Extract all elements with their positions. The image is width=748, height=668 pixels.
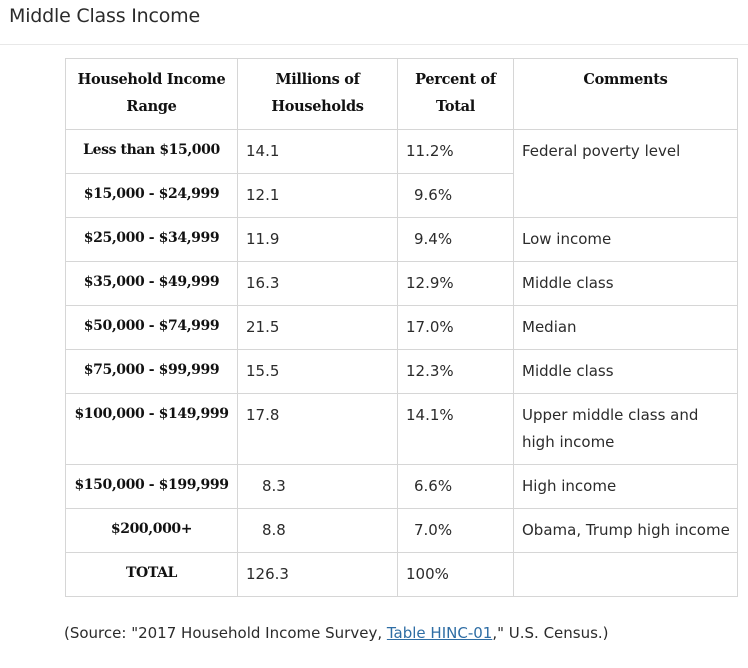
total-millions-cell: 126.3	[238, 553, 398, 597]
comment-cell: Middle class	[514, 262, 738, 306]
millions-cell: 8.8	[238, 509, 398, 553]
percent-cell: 9.4%	[398, 218, 514, 262]
income-range-cell: $25,000 - $34,999	[66, 218, 238, 262]
millions-cell: 11.9	[238, 218, 398, 262]
income-range-cell: $50,000 - $74,999	[66, 306, 238, 350]
header-income-range-line2: Range	[126, 98, 177, 115]
millions-cell: 14.1	[238, 130, 398, 174]
table-row	[66, 306, 738, 350]
income-range-cell: $75,000 - $99,999	[66, 350, 238, 394]
total-percent-cell: 100%	[398, 553, 514, 597]
income-table	[65, 58, 738, 597]
header-income-range	[66, 59, 238, 130]
total-label-cell: TOTAL	[66, 553, 238, 597]
millions-cell: 12.1	[238, 174, 398, 218]
percent-cell: 7.0%	[398, 509, 514, 553]
millions-cell: 16.3	[238, 262, 398, 306]
percent-cell: 9.6%	[398, 174, 514, 218]
income-range-cell: $150,000 - $199,999	[66, 465, 238, 509]
millions-cell: 15.5	[238, 350, 398, 394]
percent-cell: 17.0%	[398, 306, 514, 350]
comment-cell: Low income	[514, 218, 738, 262]
comment-cell: Middle class	[514, 350, 738, 394]
comment-cell: Median	[514, 306, 738, 350]
table-row	[66, 509, 738, 553]
page-title: Middle Class Income	[9, 5, 200, 27]
table-row	[66, 218, 738, 262]
comment-cell: Federal poverty level	[514, 130, 738, 218]
percent-cell: 14.1%	[398, 394, 514, 465]
header-comments	[514, 59, 738, 130]
income-range-cell: $100,000 - $149,999	[66, 394, 238, 465]
percent-cell: 6.6%	[398, 465, 514, 509]
source-prefix: (Source: "2017 Household Income Survey,	[64, 624, 387, 642]
millions-cell: 8.3	[238, 465, 398, 509]
title-divider	[0, 44, 748, 45]
comment-cell: Obama, Trump high income	[514, 509, 738, 553]
header-income-range-line1: Household Income	[77, 71, 226, 88]
total-comment-cell	[514, 553, 738, 597]
header-millions-line1: Millions of	[275, 71, 360, 88]
header-millions-line2: Households	[271, 98, 364, 115]
header-percent-line2: Total	[436, 98, 475, 115]
income-range-cell: Less than $15,000	[66, 130, 238, 174]
source-note	[64, 624, 609, 642]
source-suffix: ," U.S. Census.)	[492, 624, 609, 642]
income-range-cell: $15,000 - $24,999	[66, 174, 238, 218]
percent-cell: 12.9%	[398, 262, 514, 306]
table-row	[66, 130, 738, 174]
header-millions-households	[238, 59, 398, 130]
header-percent-line1: Percent of	[415, 71, 496, 88]
table-row	[66, 262, 738, 306]
table-row	[66, 465, 738, 509]
comment-cell: High income	[514, 465, 738, 509]
table-row-total	[66, 553, 738, 597]
source-link[interactable]: Table HINC-01	[386, 624, 493, 642]
income-range-cell: $35,000 - $49,999	[66, 262, 238, 306]
millions-cell: 17.8	[238, 394, 398, 465]
header-comments-label: Comments	[583, 71, 668, 88]
table-row	[66, 350, 738, 394]
percent-cell: 11.2%	[398, 130, 514, 174]
percent-cell: 12.3%	[398, 350, 514, 394]
income-range-cell: $200,000+	[66, 509, 238, 553]
comment-cell: Upper middle class and high income	[514, 394, 738, 465]
table-row	[66, 394, 738, 465]
header-percent-total	[398, 59, 514, 130]
millions-cell: 21.5	[238, 306, 398, 350]
table-header-row	[66, 59, 738, 130]
